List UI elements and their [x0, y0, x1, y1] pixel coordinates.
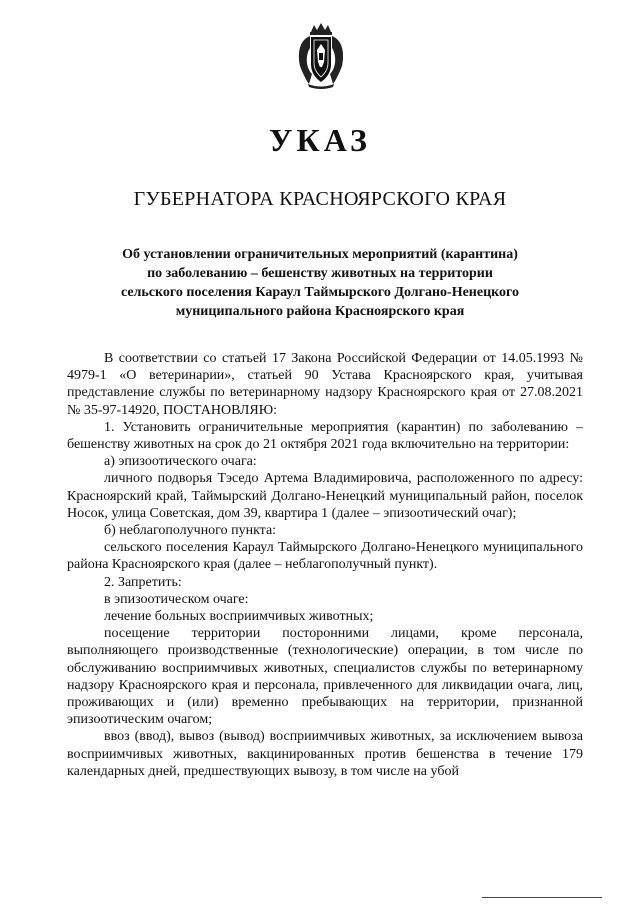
- paragraph: ввоз (ввод), вывоз (вывод) восприимчивых животных, за исключением вывоза восприимчивых животных, вакцинированных против бешенства в течение 179 календарных дней, предшествующих вывозу, в том числе на убой: [67, 729, 583, 779]
- decree-body: [67, 350, 583, 780]
- paragraph: В соответствии со статьей 17 Закона Российской Федерации от 14.05.1993 № 4979-1 «О ветеринарии», статьей 90 Устава Красноярского края, учитывая представление службы по ветеринарному надзору Красноярского края от 27.08.2021 № 35-97-14920, ПОСТАНОВЛЯЮ:: [67, 351, 583, 418]
- footer-divider: [482, 897, 602, 898]
- paragraph: 1. Установить ограничительные мероприятия (карантин) по заболеванию – бешенству животных на срок до 21 октября 2021 года включительно на территории:: [67, 419, 583, 453]
- paragraph: личного подворья Тэседо Артема Владимировича, расположенного по адресу: Красноярский край, Таймырский Долгано-Ненецкий муниципальный район, поселок Носок, улица Советская, дом 39, квартира 1 (далее – эпизоотический очаг);: [67, 471, 583, 521]
- paragraph: лечение больных восприимчивых животных;: [104, 609, 374, 625]
- heading-line: Об установлении ограничительных мероприятий (карантина): [122, 247, 518, 262]
- document-subtitle: ГУБЕРНАТОРА КРАСНОЯРСКОГО КРАЯ: [133, 188, 507, 210]
- paragraph: а) эпизоотического очага:: [104, 454, 257, 470]
- document-title: УКАЗ: [269, 122, 371, 158]
- paragraph: посещение территории посторонними лицами, кроме персонала, выполняющего производственные (технологические) операции, в том числе по обслуживанию восприимчивых животных, специалистов службы по ветеринарному надзору Красноярского края и персонала, привлеченного для ликвидации очага, лиц, проживающих и (или) временно пребывающих на территории, признанной эпизоотическим очагом;: [67, 626, 583, 728]
- paragraph: сельского поселения Караул Таймырского Долгано-Ненецкого муниципального района Красноярского края (далее – неблагополучный пункт).: [67, 540, 583, 573]
- heading-line: по заболеванию – бешенству животных на территории: [147, 266, 493, 281]
- coat-of-arms-emblem: [296, 22, 346, 90]
- paragraph: б) неблагополучного пункта:: [104, 523, 277, 539]
- heading-line: сельского поселения Караул Таймырского Долгано-Ненецкого: [120, 285, 520, 300]
- decree-heading: [80, 245, 560, 321]
- paragraph: в эпизоотическом очаге:: [104, 591, 249, 607]
- heading-line: муниципального района Красноярского края: [175, 304, 465, 319]
- paragraph: 2. Запретить:: [104, 574, 182, 590]
